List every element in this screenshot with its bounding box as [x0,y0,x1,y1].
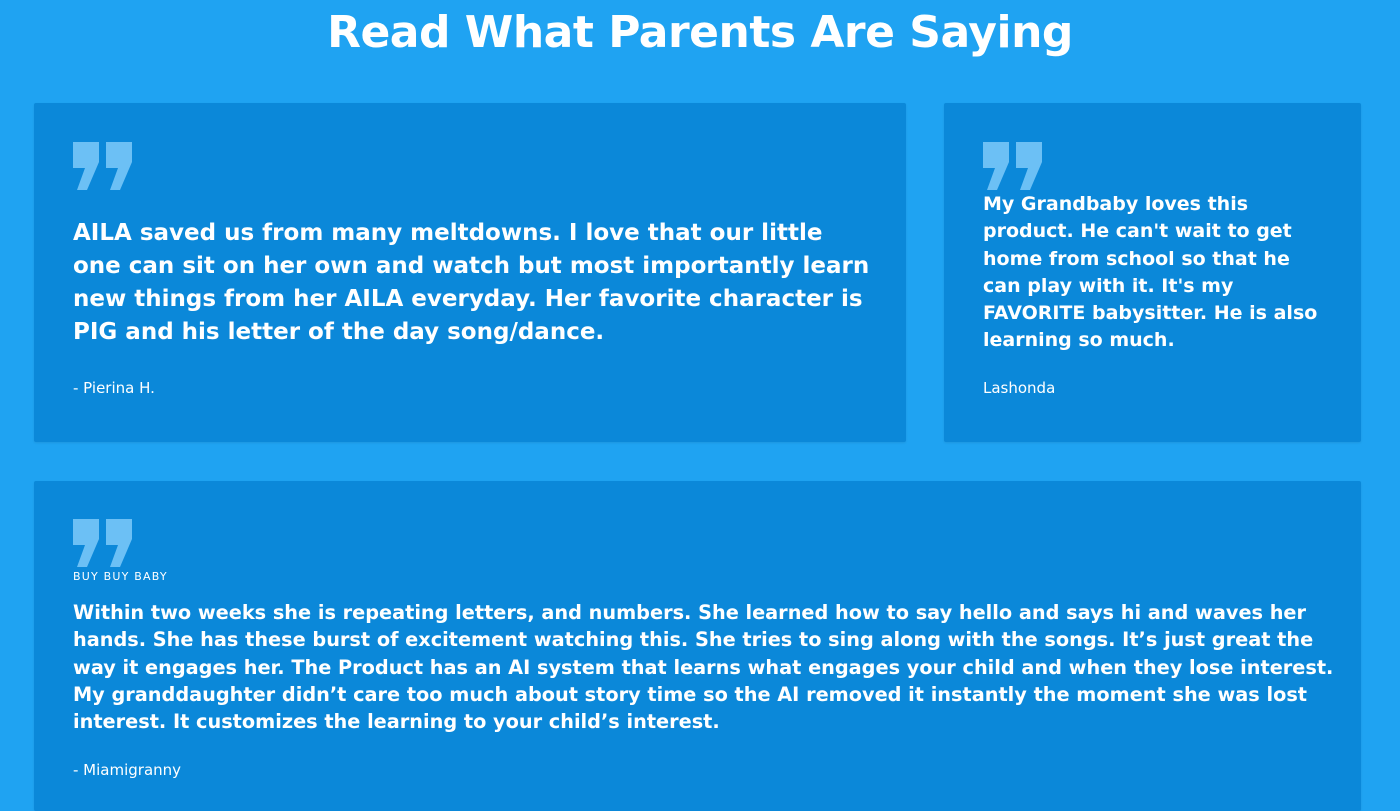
quote-icon [983,142,1043,190]
testimonial-card [34,481,1361,811]
testimonial-card [944,103,1361,442]
testimonial-text: AILA saved us from many meltdowns. I love that our little one can sit on her own and watch but most importantly learn new things from her AILA everyday. Her favorite character is PIG and his letter of the day song/dance. [73,220,870,345]
testimonial-source: BUY BUY BABY [73,570,168,583]
testimonial-author: - Miamigranny [73,761,182,779]
testimonial-author: - Pierina H. [73,379,155,397]
testimonial-author: Lashonda [983,379,1056,397]
testimonial-card [34,103,906,442]
testimonial-text: Within two weeks she is repeating letters, and numbers. She learned how to say hello and says hi and waves her hands. She has these burst of excitement watching this. She tries to sing along with the songs. It’s just great the way it engages her. The Product has an AI system that learns what engages your child and when they lose interest. My granddaughter didn’t care too much about story time so the AI removed it instantly the moment she was lost interest. It customizes the learning to your child’s interest. [73,601,1334,734]
quote-icon [73,519,133,567]
page-title: Read What Parents Are Saying [327,7,1073,58]
quote-icon [73,142,133,190]
testimonial-text: My Grandbaby loves this product. He can't wait to get home from school so that he can play with it. It's my FAVORITE babysitter. He is also learning so much. [983,193,1318,352]
